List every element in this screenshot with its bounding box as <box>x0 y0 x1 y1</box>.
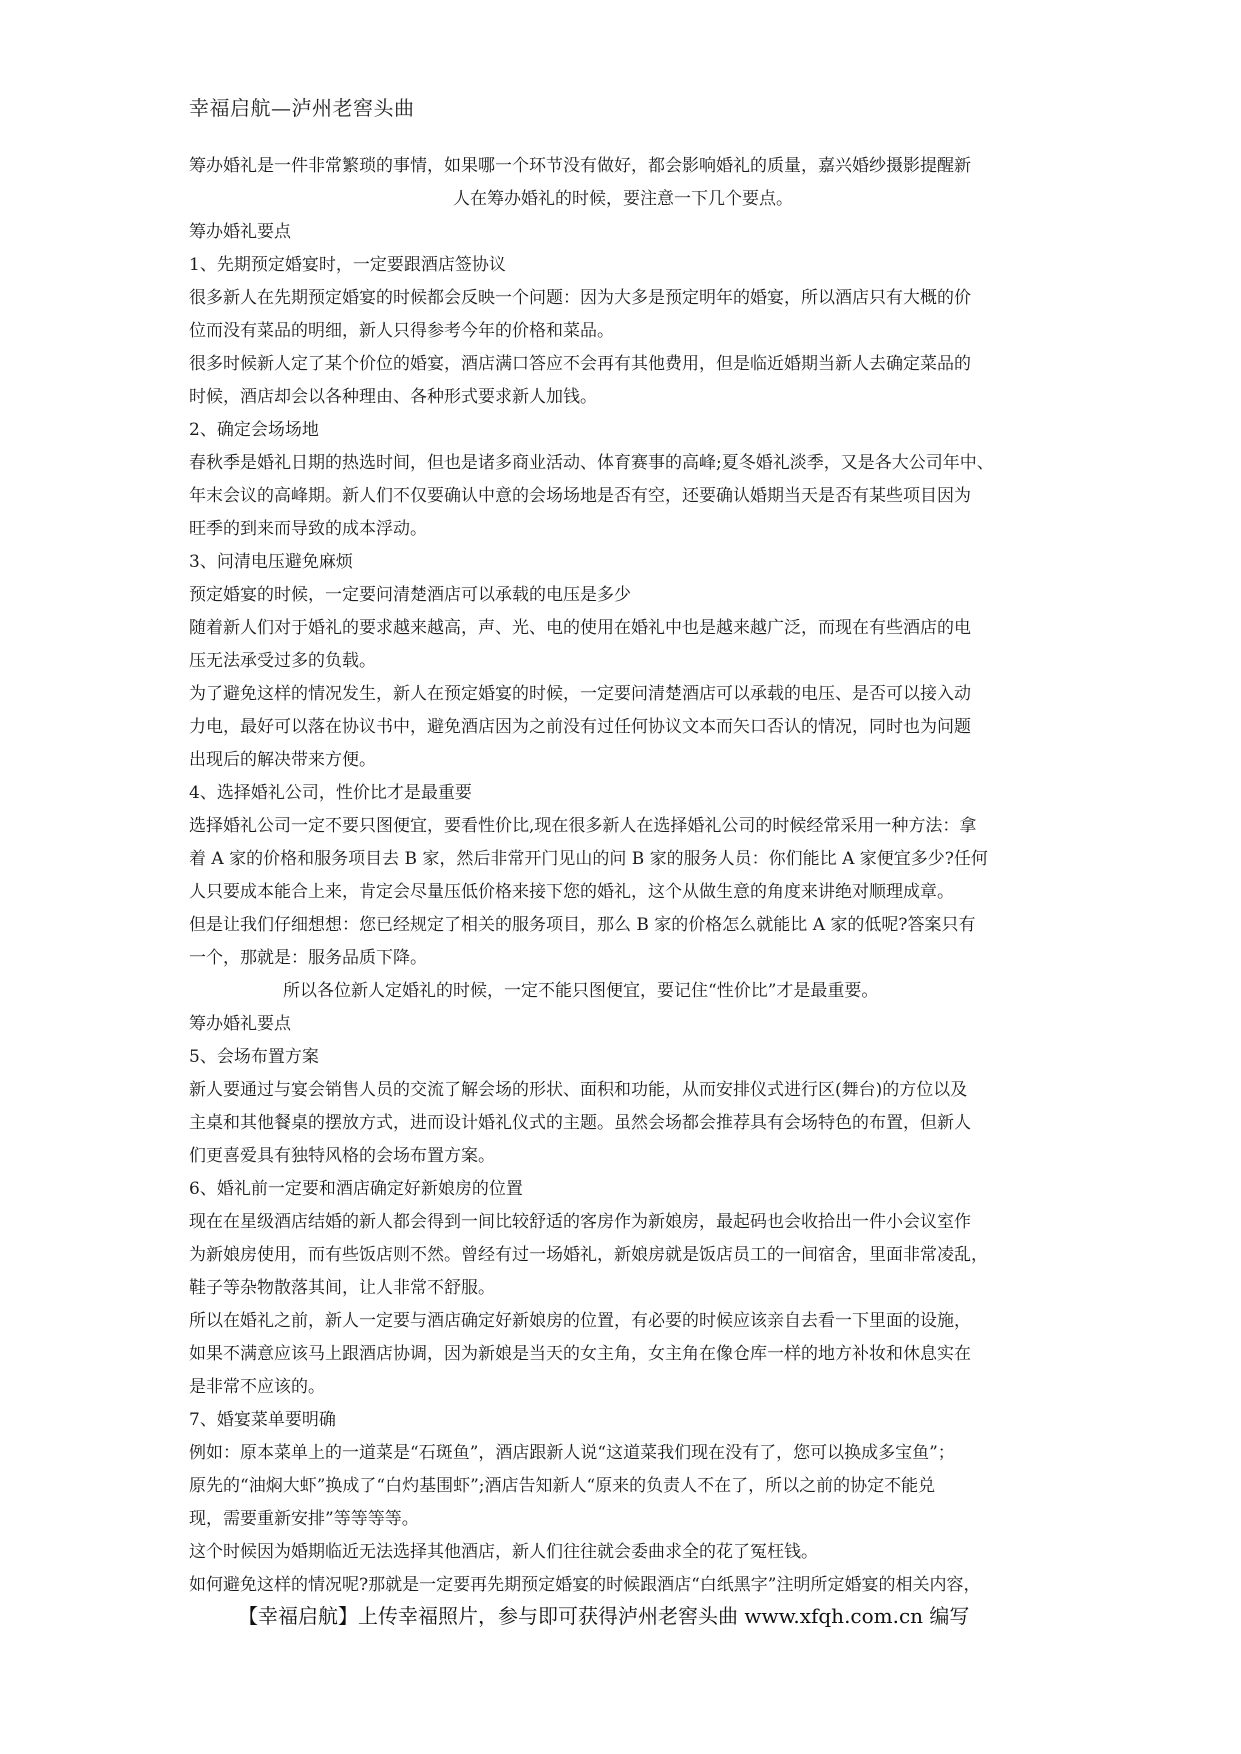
paragraph-line: 一个，那就是：服务品质下降。 <box>189 948 427 968</box>
paragraph-line: 这个时候因为婚期临近无法选择其他酒店，新人们往往就会委曲求全的花了冤枉钱。 <box>189 1542 818 1562</box>
page-footer: 【幸福启航】上传幸福照片，参与即可获得泸州老窖头曲 www.xfqh.com.cn 编写 <box>238 1604 970 1628</box>
paragraph-line: 出现后的解决带来方便。 <box>189 750 376 770</box>
paragraph-line: 但是让我们仔细想想：您已经规定了相关的服务项目，那么 B 家的价格怎么就能比 A 家的低呢?答案只有 <box>189 915 976 935</box>
paragraph-line: 鞋子等杂物散落其间，让人非常不舒服。 <box>189 1278 495 1298</box>
paragraph-line: 压无法承受过多的负载。 <box>189 651 376 671</box>
section-heading: 7、婚宴菜单要明确 <box>189 1410 336 1430</box>
section-heading: 3、问清电压避免麻烦 <box>189 552 353 572</box>
section-heading: 4、选择婚礼公司，性价比才是最重要 <box>189 783 472 803</box>
paragraph-line: 力电，最好可以落在协议书中，避免酒店因为之前没有过任何协议文本而矢口否认的情况，同时也为问题 <box>189 717 971 737</box>
paragraph-line: 选择婚礼公司一定不要只图便宜，要看性价比,现在很多新人在选择婚礼公司的时候经常采用一种方法：拿 <box>189 816 977 836</box>
section-heading: 筹办婚礼要点 <box>189 1014 291 1034</box>
paragraph-line: 新人要通过与宴会销售人员的交流了解会场的形状、面积和功能，从而安排仪式进行区(舞台)的方位以及 <box>189 1080 968 1100</box>
paragraph-line: 如何避免这样的情况呢?那就是一定要再先期预定婚宴的时候跟酒店“白纸黑字”注明所定婚宴的相关内容， <box>189 1575 981 1595</box>
paragraph-line: 如果不满意应该马上跟酒店协调，因为新娘是当天的女主角，女主角在像仓库一样的地方补妆和休息实在 <box>189 1344 971 1364</box>
section-heading: 2、确定会场场地 <box>189 420 319 440</box>
paragraph-line: 年末会议的高峰期。新人们不仅要确认中意的会场场地是否有空，还要确认婚期当天是否有某些项目因为 <box>189 486 971 506</box>
paragraph-line: 很多新人在先期预定婚宴的时候都会反映一个问题：因为大多是预定明年的婚宴，所以酒店只有大概的价 <box>189 288 971 308</box>
paragraph-line: 预定婚宴的时候，一定要问清楚酒店可以承载的电压是多少 <box>189 585 631 605</box>
paragraph-line: 现，需要重新安排”等等等等。 <box>189 1509 419 1529</box>
paragraph-line: 很多时候新人定了某个价位的婚宴，酒店满口答应不会再有其他费用，但是临近婚期当新人去确定菜品的 <box>189 354 971 374</box>
paragraph-line: 为新娘房使用，而有些饭店则不然。曾经有过一场婚礼，新娘房就是饭店员工的一间宿舍，里面非常凌乱， <box>189 1245 988 1265</box>
paragraph-line: 所以各位新人定婚礼的时候，一定不能只图便宜，要记住“性价比”才是最重要。 <box>283 981 879 1001</box>
paragraph-line: 筹办婚礼是一件非常繁琐的事情，如果哪一个环节没有做好，都会影响婚礼的质量，嘉兴婚纱摄影提醒新 <box>189 156 971 176</box>
paragraph-line: 是非常不应该的。 <box>189 1377 325 1397</box>
paragraph-line: 主桌和其他餐桌的摆放方式，进而设计婚礼仪式的主题。虽然会场都会推荐具有会场特色的布置，但新人 <box>189 1113 971 1133</box>
paragraph-line: 原先的“油焖大虾”换成了“白灼基围虾”;酒店告知新人“原来的负责人不在了，所以之前的协定不能兑 <box>189 1476 936 1496</box>
paragraph-line: 人在筹办婚礼的时候，要注意一下几个要点。 <box>453 189 793 209</box>
section-heading: 1、先期预定婚宴时，一定要跟酒店签协议 <box>189 255 506 275</box>
section-heading: 6、婚礼前一定要和酒店确定好新娘房的位置 <box>189 1179 523 1199</box>
paragraph-line: 例如：原本菜单上的一道菜是“石斑鱼”，酒店跟新人说“这道菜我们现在没有了，您可以换成多宝鱼”； <box>189 1443 955 1463</box>
paragraph-line: 时候，酒店却会以各种理由、各种形式要求新人加钱。 <box>189 387 597 407</box>
paragraph-line: 人只要成本能合上来，肯定会尽量压低价格来接下您的婚礼，这个从做生意的角度来讲绝对顺理成章。 <box>189 882 954 902</box>
paragraph-line: 现在在星级酒店结婚的新人都会得到一间比较舒适的客房作为新娘房，最起码也会收拾出一件小会议室作 <box>189 1212 971 1232</box>
paragraph-line: 所以在婚礼之前，新人一定要与酒店确定好新娘房的位置，有必要的时候应该亲自去看一下里面的设施， <box>189 1311 971 1331</box>
paragraph-line: 为了避免这样的情况发生，新人在预定婚宴的时候，一定要问清楚酒店可以承载的电压、是否可以接入动 <box>189 684 971 704</box>
section-heading: 5、会场布置方案 <box>189 1047 319 1067</box>
paragraph-line: 着 A 家的价格和服务项目去 B 家，然后非常开门见山的问 B 家的服务人员：你们能比 A 家便宜多少?任何 <box>189 849 988 869</box>
page-header: 幸福启航—泸州老窖头曲 <box>189 96 415 120</box>
document-body <box>189 150 1057 1602</box>
paragraph-line: 们更喜爱具有独特风格的会场布置方案。 <box>189 1146 495 1166</box>
paragraph-line: 随着新人们对于婚礼的要求越来越高，声、光、电的使用在婚礼中也是越来越广泛，而现在有些酒店的电 <box>189 618 971 638</box>
paragraph-line: 旺季的到来而导致的成本浮动。 <box>189 519 427 539</box>
paragraph-line: 位而没有菜品的明细，新人只得参考今年的价格和菜品。 <box>189 321 614 341</box>
section-heading: 筹办婚礼要点 <box>189 222 291 242</box>
paragraph-line: 春秋季是婚礼日期的热选时间，但也是诸多商业活动、体育赛事的高峰;夏冬婚礼淡季，又是各大公司年中、 <box>189 453 994 473</box>
